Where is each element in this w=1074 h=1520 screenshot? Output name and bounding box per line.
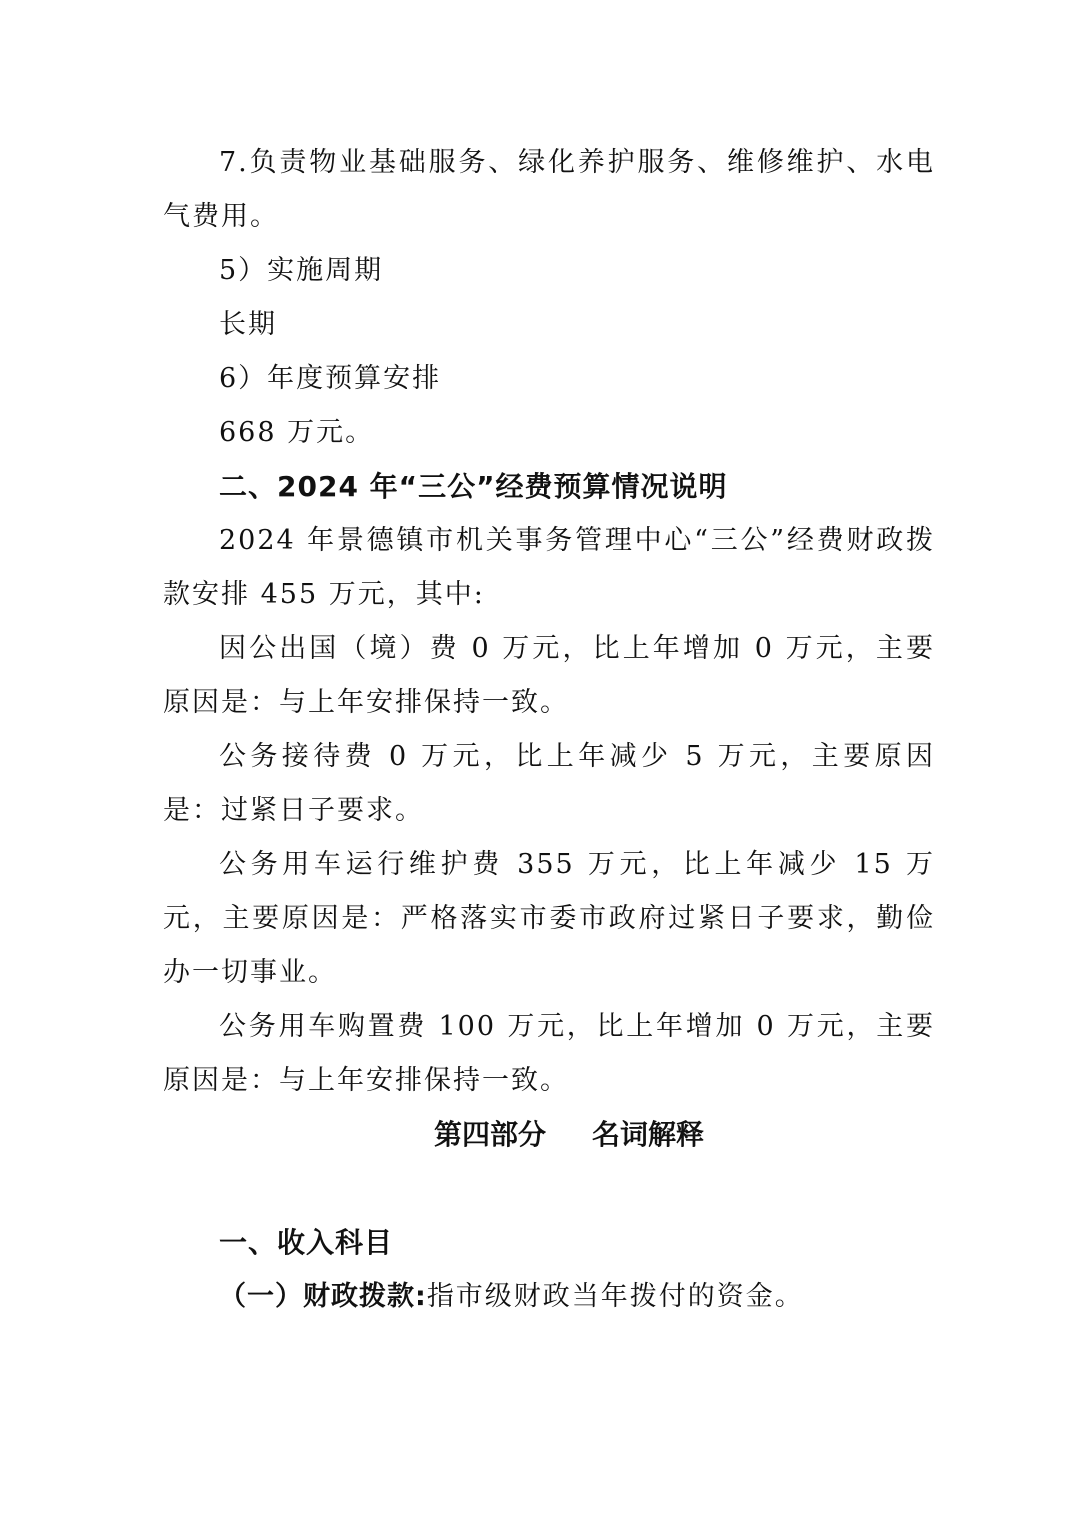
- fiscal-allocation-definition: [163, 1270, 935, 1324]
- vehicle-operation-paragraph: 公务用车运行维护费 355 万元，比上年减少 15 万元，主要原因是：严格落实市委市政府过紧日子要求，勤俭办一切事业。: [163, 849, 935, 988]
- abroad-expense-paragraph: 因公出国（境）费 0 万元，比上年增加 0 万元，主要原因是：与上年安排保持一致。: [163, 633, 935, 718]
- section-two-heading: 二、2024 年“三公”经费预算情况说明: [219, 470, 728, 503]
- reception-expense-paragraph: 公务接待费 0 万元，比上年减少 5 万元，主要原因是：过紧日子要求。: [163, 741, 935, 826]
- annual-budget-value: 668 万元。: [219, 417, 375, 448]
- three-public-intro: 2024 年景德镇市机关事务管理中心“三公”经费财政拨款安排 455 万元，其中:: [163, 525, 935, 610]
- vehicle-purchase-paragraph: 公务用车购置费 100 万元，比上年增加 0 万元，主要原因是：与上年安排保持一致。: [163, 1011, 935, 1096]
- part-four-title: [163, 1108, 935, 1162]
- part-four-title-left: 第四部分: [433, 1118, 546, 1151]
- fiscal-allocation-term: （一）财政拨款:: [219, 1281, 427, 1312]
- income-subject-heading: 一、收入科目: [219, 1226, 394, 1259]
- implementation-cycle-value: 长期: [219, 309, 277, 340]
- page-content: [163, 136, 935, 1324]
- fiscal-allocation-text: 指市级财政当年拨付的资金。: [426, 1281, 804, 1312]
- section-spacer: [163, 1162, 935, 1216]
- item-7-paragraph: 7.负责物业基础服务、绿化养护服务、维修维护、水电气费用。: [163, 147, 935, 232]
- part-four-title-right: 名词解释: [592, 1118, 705, 1151]
- implementation-cycle-label: 5）实施周期: [219, 255, 384, 286]
- annual-budget-label: 6）年度预算安排: [219, 363, 442, 394]
